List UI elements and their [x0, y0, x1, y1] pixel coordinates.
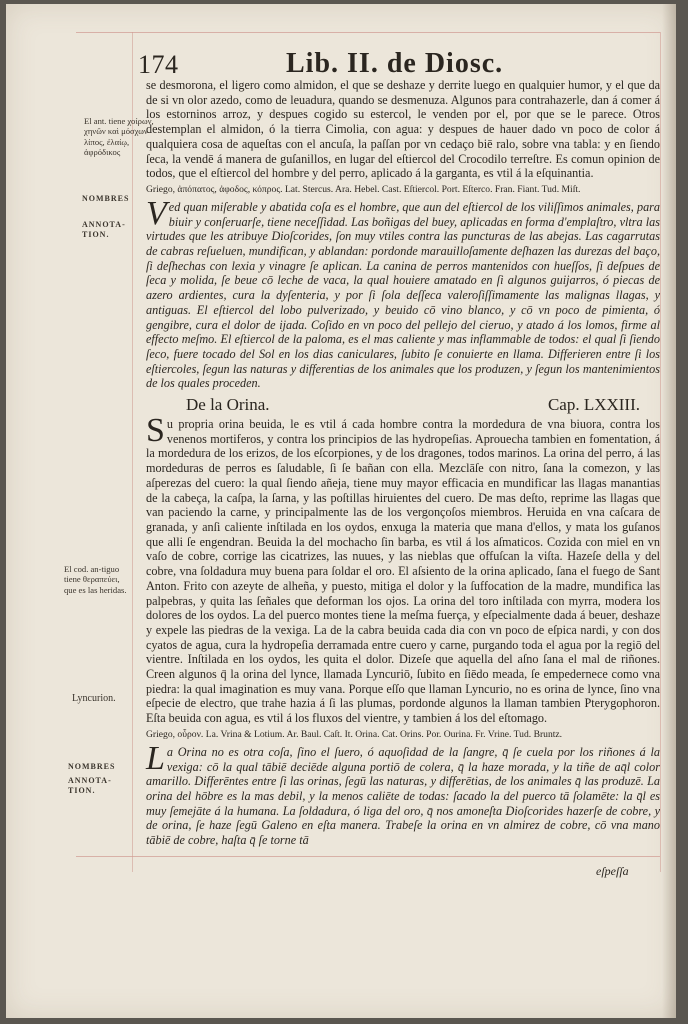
margin-note-codex: El cod. an-tiguo tiene θεραπεύει, que es las heridas.: [64, 564, 127, 595]
bottom-ruling-line: [76, 856, 660, 857]
catchword: eſpeſſa: [596, 864, 629, 878]
chapter-number: Cap. LXXIII.: [547, 395, 640, 415]
margin-label-nombres-1: NOMBRES: [82, 194, 130, 203]
margin-label-annotation-1: ANNOTA-TION.: [82, 220, 126, 240]
main-text-column: [146, 78, 660, 848]
margin-label-nombres-2: NOMBRES: [68, 762, 116, 771]
section-title: De la Orina.: [186, 395, 270, 415]
running-head: Lib. II. de Diosc.: [286, 48, 504, 79]
left-margin-rule: [132, 32, 133, 872]
margin-label-lyncurion: Lyncurion.: [72, 693, 116, 704]
margin-note-greek: El ant. tiene χοίρων, χηνῶν καὶ μόσχων λίπος, ἐλαίῳ, ἀφρόδικος: [84, 116, 154, 158]
annotation-orina: La Orina no es otra coſa, ſino el ſuero, ó aquoſidad de la ſangre, q̄ ſe cuela por los riñones á la vexiga: cō la qual tābiē deciēde alguna portiō de colera, q̄ la haze morada, y la tiñe de aq̄l color amarillo. Differēntes entre ſi las orinas, ſegū las naturas, y differētias, de los animales q̄ las produzē. La orina del hōbre es la mas debil, y la menos caliēte de todas: ſacado la del puerco tā ſolamēte: la q̄l es muy ſemejāte á la humana. La ſoldadura, ó liga del oro, q̄ nos amoneſta Dioſcorides hazerſe de cobre, y de orina, ſe haze ſegū Galeno en eſta manera. Trabeſe la orina en vn almirez de cobre, cō vna mano tābiē de cobre, haſta q̄ ſe torne tā: [146, 739, 660, 848]
paragraph-orina: Su propria orina beuida, le es vtil á cada hombre contra la mordedura de vna biuora, contra los venenos mortiferos, y contra los principios de las hydropeſias. Aprouecha tambien en fomentation, á la mordedura de los erizos, de los eſcorpiones, y de los dragones, todos marinos. La orina del perro, á las mordeduras de perros es ſaludable, ſi ſe bañan con ella. Mezclāſe con nitro, ſana la comezon, y las aſperezas del cuero: la qual ſiendo añeja, tiene muy mayor efficacia en mundificar las llagas manantias de la cabeça, la caſpa, la ſarna, y las poſtillas hiruientes del cuero. De mas deſto, reprime las llagas que van paciendo la carne, y principalmente las de los vergonçoſos miembros. Heruida en vna caſcara de granada, y anſi caliente inſtilada en los oydos, enxuga la materia que mana d'ellos, y mata los guſanos que alli ſe engendran. Beuida la del mochacho ſin barba, es vtil á los aſmaticos. Cozida con miel en vn vaſo de cobre, corrige las cicatrizes, las nuues, y las nieblas que offuſcan la viſta. Hazeſe della y del cobre, vna ſoldadura muy buena para ſoldar el oro. El aſsiento de la orina aplicado, ſana el fuego de Sant Anton. Frito con azeyte de alheña, y puesto, mitiga el dolor y la ſuffocation de la madre, mundifica las palpebras, y quita las ſeñales que deforman los ojos. La orina del toro inſtilada con myrra, modera los dolores de los oydos. La del puerco montes tiene la meſma fuerça, y eſpecialmente dada á beuer, deshaze y expele las piedras de la vexiga. La de la cabra beuida cada dia con vn poco de eſpica nardi, y con dos cyatos de agua, cura la hydropeſia derramada entre cuero y carne, purgando toda el agua por la regiō del vientre. Inſtilada en los oydos, les quita el dolor. Dizeſe que aquella del aſno ſana el mal de riñones. Creen algunos q̄ la orina del lynce, llamada Lyncuriō, ſubito en ſiēdo meada, ſe empedernece como vna piedra: la qual imagination es muy vana. Porque eſſo que llaman Lyncurio, no es orina de lynce, ſino vna eſpecie de electro, que trahe hazia á ſi las plumas, pordonde algunos la llaman tambien Pterygophoron. Eſta beuida con agua, es vtil á los fluxos del vientre, y tambien á los del eſtomago.: [146, 412, 660, 726]
annotation-stercus: Ved quan miſerable y abatida coſa es el hombre, que aun del eſtiercol de los viliſſimos animales, para biuir y conſeruarſe, tiene neceſſidad. Las boñigas del buey, aplicadas en forma d'emplaſtro, vltra las virtudes que les atribuye Dioſcorides, ſon muy vtiles contra las puncturas de las abejas. Las cagarrutas de cabras reſueluen, mundifican, y ablandan: pordonde marauilloſamente deſhazen las durezas del baço, ſi deſhechas con lexia y vinagre ſe aplican. La canina de perros mantenidos con hueſſos, ſi deſpues de ſeca y molida, ſe beue cō leche de vaca, la qual houiere amatado en ſi algunos guijarros, ó piecas de azero ardientes, cura la dyſenteria, y por ſi ſola deſſeca valeroſiſſimamente las malignas llagas, y antiguas. El eſtiercol del lobo pulverizado, y beuido cō vino blanco, y cō vn poco de pimienta, ó gengibre, cura el dolor de ijada. Coſido en vn poco del pellejo del cieruo, y atado á los lomos, firme al effecto meſmo. El eſtiercol de la paloma, es el mas caliente y mas inflammable de todos: el qual ſi ſiendo ſeco, fuere tocado del Sol en los dias caniculares, ſubito ſe conuierte en llama. Differieren entre ſi los eſtiercoles, ſegun las naturas y differentias de los animales que los produzen, y ſegun los mantenimientos de los quales proceden.: [146, 194, 660, 391]
right-margin-rule: [660, 32, 661, 872]
paragraph-stercus: se desmorona, el ligero como almidon, el que se deshaze y derrite luego en qualquier humor, y el que da de si vn olor azedo, como de leuadura, quando se desmenuza. Algunos para contrahazerle, dan á comer á los estorninos arroz, y despues cogido su estercol, le venden por el, por que se le parece. Otros destemplan el almidon, ó la tierra Cimolia, con agua: y despues de hauer dado vn poco de color á qualquiera cosa de aqueſtas con el ancuſa, la paſſan por vn cedaço biē ralo, sobre vna tabla: y en ſiendo ſeca, la vendē á manera de guſanillos, en lugar del eſtiercol del Crocodilo terreſtre. Es comun opinion de todos, que el eſtiercol del hombre y del perro, aplicado á la garganta, es vtil á la eſquinantia.: [146, 78, 660, 181]
margin-label-annotation-2: ANNOTA-TION.: [68, 776, 112, 796]
book-page: [6, 4, 676, 1018]
chapter-heading: [186, 395, 640, 415]
page-number: 174: [138, 50, 179, 79]
top-ruling-line: [76, 32, 660, 33]
synonyms-stercus: Griego, ἀπόπατος, ἀφοδος, κόπρος. Lat. Stercus. Ara. Hebel. Cast. Eſtiercol. Port. Eſterco. Fran. Fiant. Tud. Miſt.: [146, 183, 581, 195]
page-header: [136, 44, 616, 78]
synonyms-orina: Griego, οὖρον. La. Vrina & Lotium. Ar. Baul. Caſt. It. Orina. Cat. Orins. Por. Ourina. Fr. Vrine. Tud. Bruntz.: [146, 728, 563, 740]
